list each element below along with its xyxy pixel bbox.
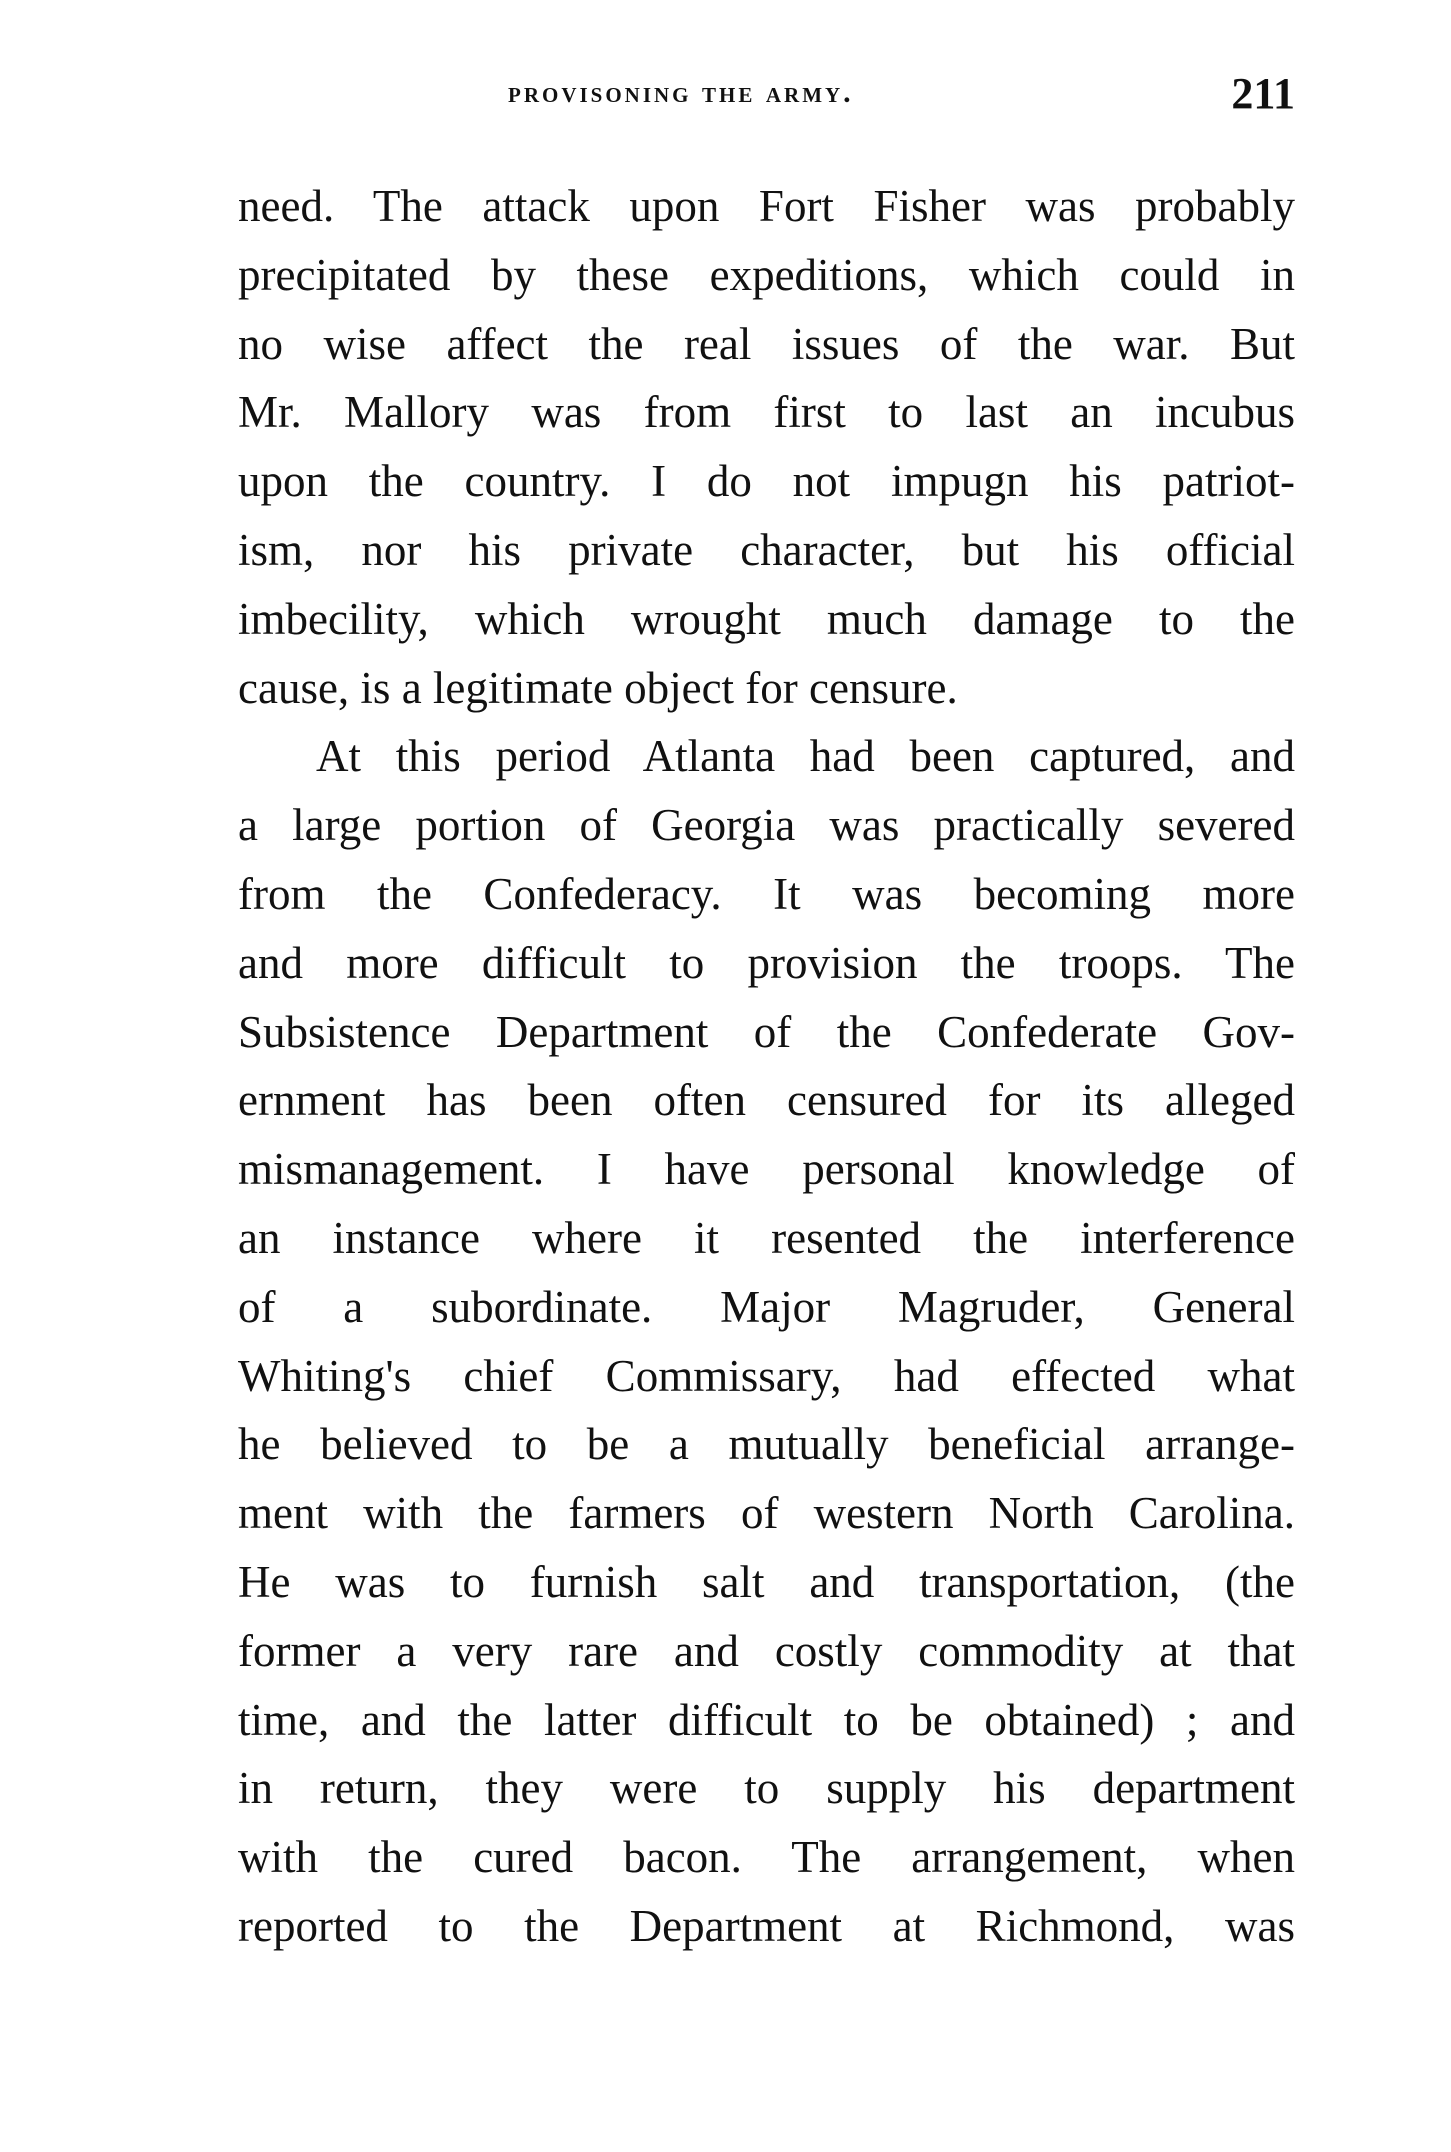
text-line: At this period Atlanta had been captured, and: [316, 731, 1295, 782]
text-line: need. The attack upon Fort Fisher was probably: [238, 181, 1295, 231]
text-line: from the Confederacy. It was becoming more: [238, 868, 1295, 919]
text-line: time, and the latter difficult to be obtained) ; and: [238, 1694, 1295, 1745]
text-line: a large portion of Georgia was practically severed: [238, 800, 1295, 851]
text-line: upon the country. I do not impugn his patriot-: [238, 456, 1295, 507]
running-head: provisoning the army.: [508, 76, 854, 109]
text-line: in return, they were to supply his department: [238, 1763, 1295, 1814]
text-line: with the cured bacon. The arrangement, when: [238, 1832, 1295, 1883]
text-line: no wise affect the real issues of the war. But: [238, 318, 1295, 369]
text-line: precipitated by these expeditions, which could in: [238, 249, 1295, 300]
text-line: Subsistence Department of the Confederate Gov-: [238, 1006, 1295, 1057]
text-line: ernment has been often censured for its alleged: [238, 1075, 1295, 1126]
text-line: former a very rare and costly commodity at that: [238, 1625, 1295, 1676]
body-text: [238, 172, 1295, 1961]
text-line: an instance where it resented the interference: [238, 1212, 1295, 1263]
page-number: 211: [1231, 69, 1295, 118]
text-line: imbecility, which wrought much damage to the: [238, 593, 1295, 644]
text-line: reported to the Department at Richmond, was: [238, 1900, 1295, 1951]
text-line: cause, is a legitimate object for censure.: [238, 662, 958, 713]
text-line: Whiting's chief Commissary, had effected what: [238, 1350, 1295, 1401]
text-line: he believed to be a mutually beneficial arrange-: [238, 1419, 1295, 1470]
text-line: Mr. Mallory was from first to last an incubus: [238, 387, 1295, 438]
text-line: ment with the farmers of western North Carolina.: [238, 1488, 1295, 1539]
text-line: ism, nor his private character, but his official: [238, 524, 1295, 575]
page-header: [238, 68, 1295, 118]
text-line: and more difficult to provision the troops. The: [238, 937, 1295, 988]
text-line: of a subordinate. Major Magruder, General: [238, 1281, 1295, 1332]
text-line: mismanagement. I have personal knowledge of: [238, 1144, 1295, 1195]
text-line: He was to furnish salt and transportation, (the: [238, 1556, 1295, 1607]
